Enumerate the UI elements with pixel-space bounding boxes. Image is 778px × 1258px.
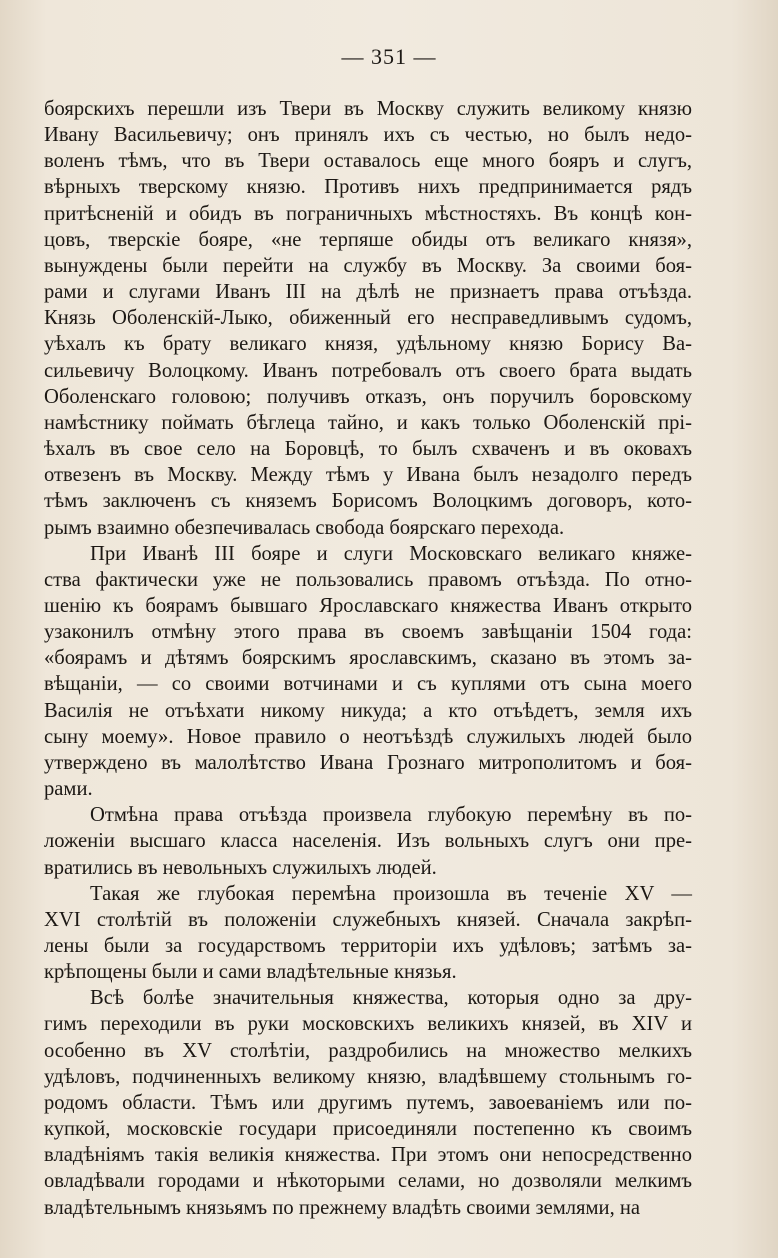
text-line: уѣхалъ къ брату великаго князя, удѣльному князю Борису Ва- <box>44 333 692 356</box>
text-line: Князь Оболенскій-Лыко, обиженный его несправедливымъ судомъ, <box>44 307 692 330</box>
text-line: Отмѣна права отъѣзда произвела глубокую перемѣну въ по- <box>90 804 692 827</box>
text-line: шенію къ боярамъ бывшаго Ярославскаго княжества Иванъ открыто <box>44 594 692 617</box>
text-line: крѣпощены были и сами владѣтельные князья. <box>44 961 457 984</box>
text-line: сильевичу Волоцкому. Иванъ потребовалъ отъ своего брата выдать <box>44 359 692 382</box>
text-line: ѣхалъ въ свое село на Боровцѣ, то былъ схваченъ и въ оковахъ <box>44 438 692 461</box>
text-line: лены были за государствомъ территоріи ихъ удѣловъ; затѣмъ за- <box>44 935 692 957</box>
text-line: узаконилъ отмѣну этого права въ своемъ завѣщаніи 1504 года: <box>44 621 692 644</box>
body-text <box>44 96 692 1221</box>
text-line: владѣніямъ такія великія княжества. При этомъ они непосредственно <box>44 1144 692 1167</box>
text-line: рами и слугами Иванъ III на дѣлѣ не признаетъ права отъѣзда. <box>44 281 692 304</box>
text-line: намѣстнику поймать бѣглеца тайно, и какъ только Оболенскій прі- <box>44 411 692 434</box>
paragraph <box>44 541 692 803</box>
text-line: При Иванѣ III бояре и слуги Московскаго великаго княже- <box>90 542 692 565</box>
text-line: особенно въ XV столѣтіи, раздробились на множество мелкихъ <box>44 1039 692 1062</box>
text-line: Всѣ болѣе значительныя княжества, которыя одно за дру- <box>90 987 692 1010</box>
text-line: вынуждены были перейти на службу въ Москву. За своими боя- <box>44 254 692 277</box>
text-line: удѣловъ, подчиненныхъ великому князю, владѣвшему стольнымъ го- <box>44 1065 692 1088</box>
text-line: Ивану Васильевичу; онъ принялъ ихъ съ честью, но былъ недо- <box>44 124 692 147</box>
text-line: утверждено въ малолѣтство Ивана Грознаго митрополитомъ и боя- <box>44 751 692 774</box>
paragraph <box>44 985 692 1220</box>
paragraph <box>44 96 692 541</box>
paragraph <box>44 881 692 986</box>
text-line: Оболенскаго головою; получивъ отказъ, онъ поручилъ боровскому <box>44 385 692 408</box>
text-line: ства фактически уже не пользовались правомъ отъѣзда. По отно- <box>44 568 692 591</box>
text-line: ложеніи высшаго класса населенія. Изъ вольныхъ слугъ они пре- <box>44 830 692 853</box>
text-line: вѣщаніи, — со своими вотчинами и съ куплями отъ сына моего <box>44 673 692 696</box>
text-line: XVI столѣтій въ положеніи служебныхъ князей. Сначала закрѣп- <box>44 908 692 931</box>
page-number: — 351 — <box>341 44 437 69</box>
text-line: «боярамъ и дѣтямъ боярскимъ ярославскимъ, сказано въ этомъ за- <box>44 647 692 670</box>
text-line: вѣрныхъ тверскому князю. Противъ нихъ предпринимается рядъ <box>44 176 692 199</box>
paragraph <box>44 802 692 880</box>
text-line: рами. <box>44 778 93 801</box>
text-line: овладѣвали городами и нѣкоторыми селами, но дозволяли мелкимъ <box>44 1170 692 1193</box>
text-line: родомъ области. Тѣмъ или другимъ путемъ, завоеваніемъ или по- <box>44 1091 692 1114</box>
text-line: притѣсненій и обидъ въ пограничныхъ мѣстностяхъ. Въ концѣ кон- <box>44 202 692 225</box>
text-line: воленъ тѣмъ, что въ Твери оставалось еще много бояръ и слугъ, <box>44 150 692 173</box>
text-line: Василія не отъѣхати никому никуда; а кто отъѣдетъ, земля ихъ <box>44 699 692 722</box>
text-line: рымъ взаимно обезпечивалась свобода боярскаго перехода. <box>44 516 565 539</box>
text-line: Такая же глубокая перемѣна произошла въ теченіе XV — <box>90 882 692 905</box>
text-line: цовъ, тверскіе бояре, «не терпяше обиды отъ великаго князя», <box>44 228 692 251</box>
text-line: тѣмъ заключенъ съ княземъ Борисомъ Волоцкимъ договоръ, кото- <box>44 490 692 513</box>
text-line: отвезенъ въ Москву. Между тѣмъ у Ивана былъ незадолго передъ <box>44 464 692 487</box>
text-line: владѣтельнымъ князьямъ по прежнему владѣть своими землями, на <box>44 1196 641 1219</box>
text-line: гимъ переходили въ руки московскихъ великихъ князей, въ XIV и <box>44 1013 692 1036</box>
text-line: боярскихъ перешли изъ Твери въ Москву служить великому князю <box>44 98 692 120</box>
text-line: сыну моему». Новое правило о неотъѣздѣ служилыхъ людей было <box>44 725 692 748</box>
text-line: вратились въ невольныхъ служилыхъ людей. <box>44 856 437 879</box>
text-line: купкой, московскіе государи присоединяли постепенно къ своимъ <box>44 1118 692 1141</box>
